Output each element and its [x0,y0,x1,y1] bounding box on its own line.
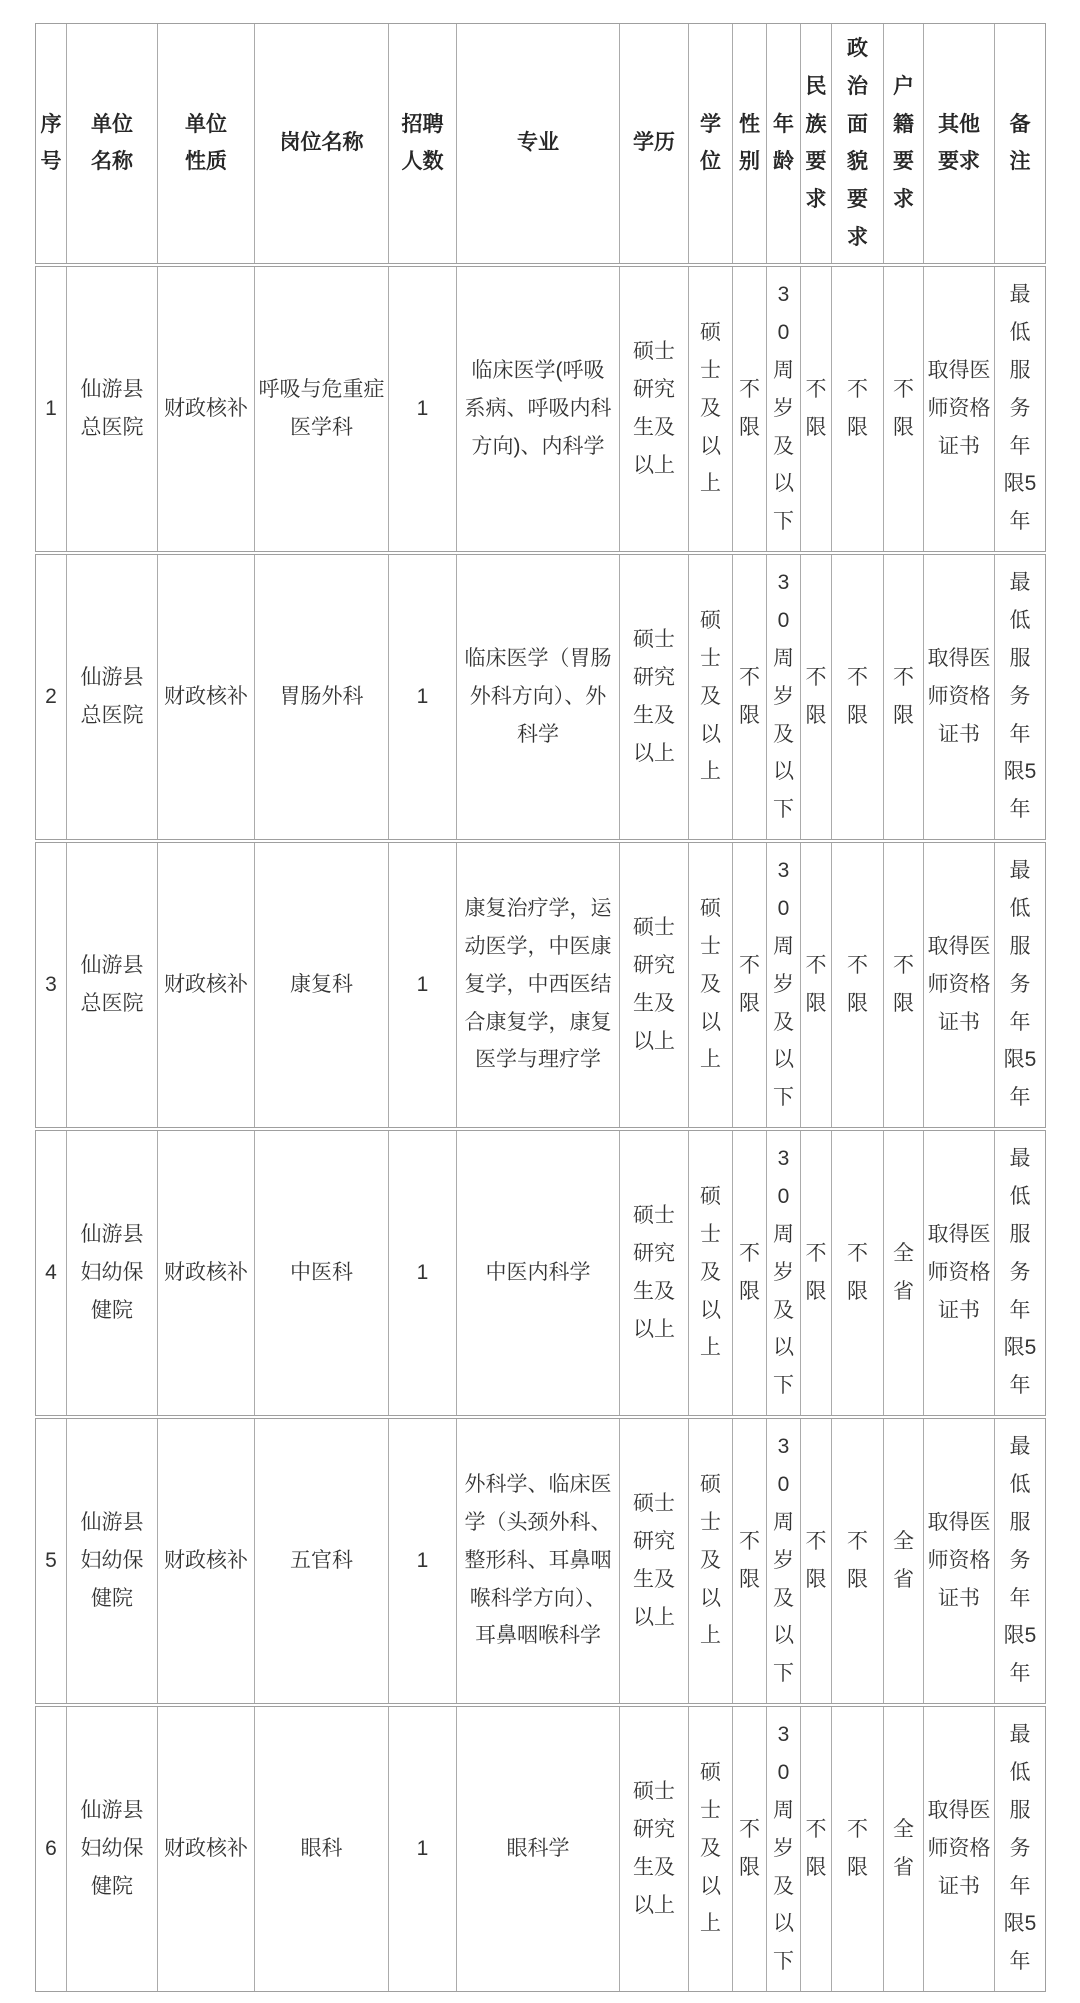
cell-note [995,1131,1045,1415]
cell-political-text: 不限 [847,1817,868,1879]
header-cell-residence [884,24,924,263]
cell-degree [689,843,733,1127]
cell-note-text: 最低服务年限5年 [1003,1723,1037,1974]
cell-ethnic-text: 不限 [805,1529,827,1591]
cell-gender-text: 不限 [739,665,760,727]
cell-major [457,555,620,839]
cell-major [457,843,620,1127]
cell-count-text: 1 [416,1836,429,1860]
cell-position-text: 中医科 [290,1260,353,1284]
cell-residence [884,267,924,551]
header-cell-degree [689,24,733,263]
cell-no [36,1707,67,1991]
cell-degree [689,555,733,839]
header-cell-gender-text: 性别 [739,112,760,174]
cell-education [620,267,689,551]
cell-ethnic [801,1707,832,1991]
cell-major-text: 临床医学（胃肠外科方向）、外科学 [464,647,612,746]
cell-unit [67,1419,158,1703]
cell-residence-text: 全省 [893,1529,914,1591]
cell-position [255,555,389,839]
cell-degree-text: 硕士及以上 [700,609,721,784]
header-cell-nature [158,24,255,263]
cell-education-text: 硕士研究生及以上 [633,1780,675,1917]
cell-age [767,1707,801,1991]
header-cell-political [832,24,884,263]
cell-other [924,1131,995,1415]
cell-ethnic [801,1131,832,1415]
table-row [35,1706,1046,1992]
cell-degree [689,1707,733,1991]
cell-no [36,555,67,839]
header-cell-note-text: 备注 [1009,112,1031,174]
cell-gender [733,1707,767,1991]
header-cell-ethnic [801,24,832,263]
cell-other-text: 取得医师资格证书 [927,1223,991,1322]
cell-nature-text: 财政核补 [164,684,248,708]
cell-count-text: 1 [416,972,429,996]
cell-unit [67,1131,158,1415]
cell-ethnic [801,843,832,1127]
header-cell-age [767,24,801,263]
cell-age-text: 30周岁及以下 [773,859,794,1110]
cell-no-text: 4 [45,1260,57,1284]
cell-no-text: 1 [45,396,57,420]
cell-nature [158,843,255,1127]
header-cell-count-text: 招聘人数 [401,112,444,174]
cell-nature [158,1131,255,1415]
cell-count-text: 1 [416,396,429,420]
cell-political-text: 不限 [847,953,868,1015]
cell-age-text: 30周岁及以下 [773,1435,794,1686]
cell-position-text: 胃肠外科 [279,684,364,708]
cell-count [389,1131,457,1415]
cell-residence-text: 全省 [893,1241,914,1303]
table-row [35,554,1046,840]
cell-other-text: 取得医师资格证书 [927,1511,991,1610]
cell-nature-text: 财政核补 [164,972,248,996]
cell-other [924,843,995,1127]
cell-major-text: 眼科学 [506,1836,570,1860]
cell-position-text: 眼科 [300,1836,343,1860]
cell-no [36,1131,67,1415]
cell-education-text: 硕士研究生及以上 [633,340,675,477]
cell-degree [689,1131,733,1415]
cell-nature [158,555,255,839]
cell-degree [689,1419,733,1703]
cell-gender-text: 不限 [739,1529,760,1591]
cell-political [832,1707,884,1991]
cell-education [620,1419,689,1703]
header-cell-other-text: 其他要求 [938,112,980,174]
cell-ethnic-text: 不限 [805,1817,827,1879]
cell-other-text: 取得医师资格证书 [927,935,991,1034]
cell-other [924,1707,995,1991]
cell-unit-text: 仙游县总医院 [80,665,144,727]
cell-position [255,1419,389,1703]
header-cell-political-text: 政治面貌要求 [847,37,868,249]
cell-education-text: 硕士研究生及以上 [633,1492,675,1629]
header-cell-position [255,24,389,263]
cell-note-text: 最低服务年限5年 [1003,1435,1037,1686]
cell-age-text: 30周岁及以下 [773,571,794,822]
cell-count [389,1707,457,1991]
cell-ethnic [801,267,832,551]
cell-education-text: 硕士研究生及以上 [633,1204,675,1341]
cell-count-text: 1 [416,684,429,708]
cell-unit-text: 仙游县总医院 [80,953,144,1015]
cell-note [995,267,1045,551]
cell-unit-text: 仙游县妇幼保健院 [80,1223,144,1322]
cell-degree-text: 硕士及以上 [700,321,721,496]
header-cell-age-text: 年龄 [773,112,794,174]
header-cell-no [36,24,67,263]
cell-political [832,555,884,839]
cell-count [389,1419,457,1703]
cell-unit [67,843,158,1127]
cell-no [36,1419,67,1703]
cell-residence [884,843,924,1127]
cell-residence [884,1707,924,1991]
cell-gender [733,1419,767,1703]
cell-degree-text: 硕士及以上 [700,1473,721,1648]
cell-note-text: 最低服务年限5年 [1003,571,1037,822]
cell-political-text: 不限 [847,1529,868,1591]
cell-education [620,1707,689,1991]
cell-no-text: 6 [45,1836,57,1860]
cell-residence-text: 不限 [893,377,914,439]
cell-count [389,555,457,839]
table-row [35,1418,1046,1704]
cell-residence [884,555,924,839]
cell-residence [884,1419,924,1703]
header-cell-degree-text: 学位 [700,112,721,174]
cell-note [995,555,1045,839]
cell-political-text: 不限 [847,1241,868,1303]
header-cell-major-text: 专业 [517,131,559,155]
cell-count [389,267,457,551]
cell-other-text: 取得医师资格证书 [927,1799,991,1898]
header-cell-gender [733,24,767,263]
cell-count [389,843,457,1127]
cell-age-text: 30周岁及以下 [773,1147,794,1398]
cell-age [767,1419,801,1703]
cell-position-text: 康复科 [290,972,353,996]
cell-no [36,843,67,1127]
cell-major [457,1419,620,1703]
cell-gender [733,1131,767,1415]
cell-degree-text: 硕士及以上 [700,897,721,1072]
cell-residence-text: 全省 [893,1817,914,1879]
cell-nature [158,1707,255,1991]
cell-degree [689,267,733,551]
header-cell-unit [67,24,158,263]
cell-residence-text: 不限 [893,665,914,727]
table-row [35,842,1046,1128]
cell-unit-text: 仙游县妇幼保健院 [80,1511,144,1610]
cell-gender-text: 不限 [739,1241,760,1303]
cell-count-text: 1 [416,1260,429,1284]
cell-gender-text: 不限 [739,953,760,1015]
cell-unit [67,555,158,839]
header-cell-note [995,24,1045,263]
cell-degree-text: 硕士及以上 [700,1761,721,1936]
header-cell-education-text: 学历 [633,131,675,155]
cell-unit [67,267,158,551]
cell-count-text: 1 [416,1548,429,1572]
cell-other-text: 取得医师资格证书 [927,359,991,458]
cell-nature [158,1419,255,1703]
cell-political [832,267,884,551]
cell-nature-text: 财政核补 [164,1548,248,1572]
cell-note-text: 最低服务年限5年 [1003,283,1037,534]
cell-political [832,1419,884,1703]
cell-age [767,843,801,1127]
cell-major-text: 中医内科学 [485,1260,591,1284]
cell-other [924,1419,995,1703]
cell-ethnic-text: 不限 [805,953,827,1015]
cell-unit-text: 仙游县总医院 [80,377,144,439]
cell-position [255,267,389,551]
cell-no-text: 5 [45,1548,57,1572]
cell-residence [884,1131,924,1415]
cell-position [255,1131,389,1415]
cell-education [620,555,689,839]
cell-age-text: 30周岁及以下 [773,283,794,534]
cell-unit-text: 仙游县妇幼保健院 [80,1799,144,1898]
cell-gender [733,555,767,839]
cell-political-text: 不限 [847,665,868,727]
cell-no-text: 3 [45,972,57,996]
header-cell-ethnic-text: 民族要求 [805,74,827,212]
header-cell-nature-text: 单位性质 [185,112,227,174]
cell-note-text: 最低服务年限5年 [1003,1147,1037,1398]
cell-major [457,1131,620,1415]
cell-other-text: 取得医师资格证书 [927,647,991,746]
cell-ethnic-text: 不限 [805,1241,827,1303]
cell-major [457,267,620,551]
cell-residence-text: 不限 [893,953,914,1015]
cell-nature-text: 财政核补 [164,1836,248,1860]
cell-age-text: 30周岁及以下 [773,1723,794,1974]
cell-no-text: 2 [45,684,57,708]
header-row [35,23,1046,264]
cell-major [457,1707,620,1991]
cell-nature [158,267,255,551]
header-cell-residence-text: 户籍要求 [893,74,914,212]
cell-political [832,843,884,1127]
cell-other [924,267,995,551]
cell-education [620,843,689,1127]
cell-unit [67,1707,158,1991]
cell-note [995,843,1045,1127]
cell-ethnic-text: 不限 [805,665,827,727]
cell-education-text: 硕士研究生及以上 [633,628,675,765]
cell-gender [733,843,767,1127]
header-cell-count [389,24,457,263]
cell-ethnic [801,555,832,839]
cell-political-text: 不限 [847,377,868,439]
cell-gender [733,267,767,551]
cell-ethnic [801,1419,832,1703]
cell-nature-text: 财政核补 [164,396,248,420]
cell-major-text: 外科学、临床医学（头颈外科、整形科、耳鼻咽喉科学方向）、耳鼻咽喉科学 [464,1473,612,1648]
cell-political [832,1131,884,1415]
cell-note [995,1419,1045,1703]
cell-major-text: 康复治疗学，运动医学，中医康复学，中西医结合康复学，康复医学与理疗学 [464,897,612,1072]
header-cell-unit-text: 单位名称 [91,112,133,174]
cell-age [767,1131,801,1415]
cell-age [767,267,801,551]
cell-gender-text: 不限 [739,377,760,439]
cell-no [36,267,67,551]
table-row [35,1130,1046,1416]
cell-degree-text: 硕士及以上 [700,1185,721,1360]
header-cell-position-text: 岗位名称 [279,131,364,155]
cell-position-text: 五官科 [290,1548,353,1572]
header-cell-other [924,24,995,263]
cell-position [255,1707,389,1991]
cell-ethnic-text: 不限 [805,377,827,439]
table-row [35,266,1046,552]
cell-other [924,555,995,839]
cell-note-text: 最低服务年限5年 [1003,859,1037,1110]
header-cell-education [620,24,689,263]
cell-position-text: 呼吸与危重症医学科 [258,377,385,439]
cell-age [767,555,801,839]
cell-position [255,843,389,1127]
header-cell-no-text: 序号 [40,112,62,174]
cell-education [620,1131,689,1415]
cell-education-text: 硕士研究生及以上 [633,916,675,1053]
recruitment-table [35,23,1046,1992]
header-cell-major [457,24,620,263]
cell-major-text: 临床医学(呼吸系病、呼吸内科方向)、内科学 [464,359,612,458]
cell-nature-text: 财政核补 [164,1260,248,1284]
cell-gender-text: 不限 [739,1817,760,1879]
cell-note [995,1707,1045,1991]
